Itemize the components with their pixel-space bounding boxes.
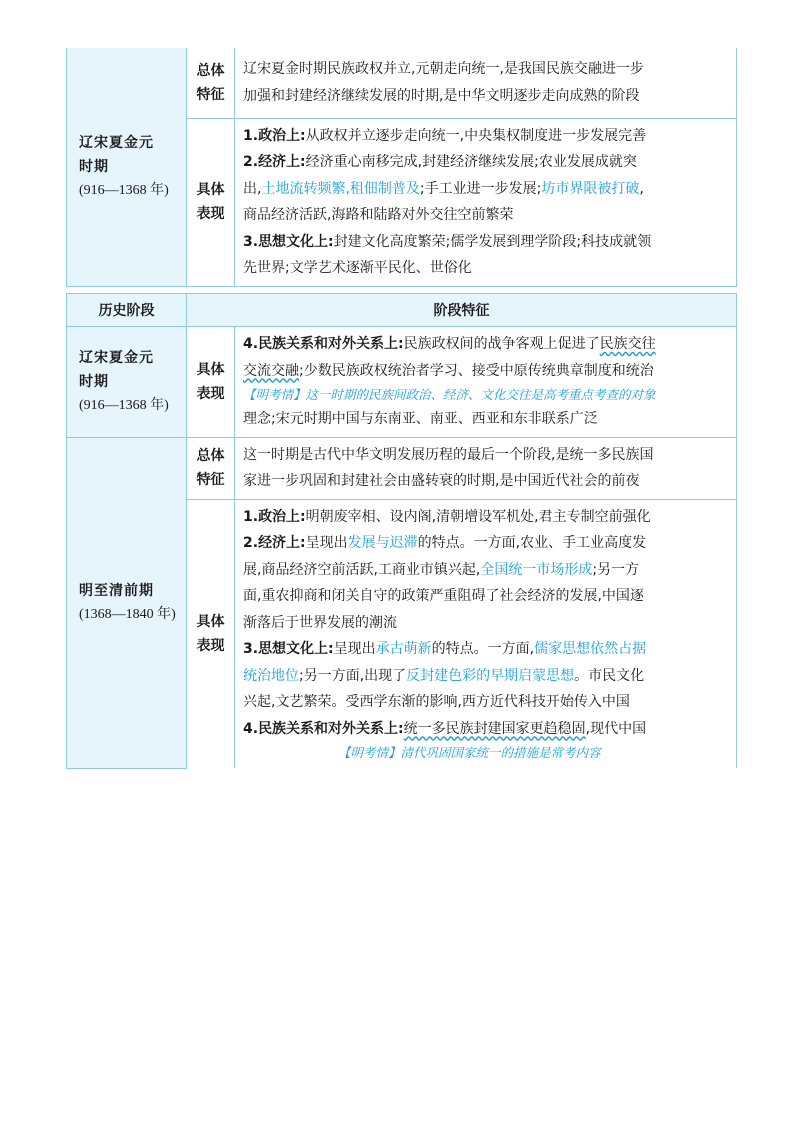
period-cell [67,48,187,286]
text-line: 商品经济活跃,海路和陆路对外交往空前繁荣 [243,207,514,223]
highlight-text: 统治地位 [243,667,299,684]
general-content [235,437,737,499]
table-header [67,294,737,327]
highlight-text: 全国统一市场形成 [480,561,593,578]
period-range: (916—1368 年) [79,397,169,413]
text-line: 面,重农抑商和闭关自守的政策严重阻碍了社会经济的发展,中国逐 [243,588,644,604]
exam-note: 【明考情】这一时期的民族间政治、经济、文化交往是高考重点考查的对象 [243,387,656,402]
text-line: 统治地位;另一方面,出现了反封建色彩的早期启蒙思想。市民文化 [243,667,645,684]
highlight-text: 土地流转频繁,租佃制普及 [261,180,420,197]
specific-label: 具体 表现 [187,327,235,438]
text-line: 这一时期是古代中华文明发展历程的最后一个阶段,是统一多民族国 [243,446,654,463]
exam-note: 【明考情】清代巩固国家统一的措施是常考内容 [338,745,601,760]
highlight-text: 儒家思想依然占据 [534,641,647,657]
table-liao-song-xia-jin-yuan [66,48,737,287]
underlined-text: 民族交往 [599,336,656,352]
text-line: 渐落后于世界发展的潮流 [243,614,397,631]
highlight-text: 承古萌新 [375,641,432,657]
specific-content [235,118,737,286]
text-line: 1.政治上:明朝废宰相、设内阁,清朝增设军机处,君主专制空前强化 [243,508,651,525]
text-line: 1.政治上:从政权并立逐步走向统一,中央集权制度进一步发展完善 [243,127,647,144]
general-content [235,48,737,118]
general-label: 总体 特征 [187,437,235,499]
period-cell [67,437,187,768]
text-line: 出,土地流转频繁,租佃制普及;手工业进一步发展;坊市界限被打破, [243,180,644,197]
text-line: 交流交融;少数民族政权统治者学习、接受中原传统典章制度和统治 [243,362,654,379]
text-line: 兴起,文艺繁荣。受西学东渐的影响,西方近代科技开始传入中国 [243,694,630,710]
period-range: (916—1368 年) [79,182,169,198]
period-name: 辽宋夏金元 时期 [79,349,154,390]
text-line: 展,商品经济空前活跃,工商业市镇兴起,全国统一市场形成;另一方 [243,561,640,578]
period-range: (1368—1840 年) [79,606,176,622]
underlined-text: 统一多民族封建国家更趋稳固 [403,720,586,737]
table-stages [66,293,737,769]
text-line: 2.经济上:呈现出发展与迟滞的特点。一方面,农业、手工业高度发 [243,535,647,551]
underlined-text: 交流交融 [243,362,299,379]
period-name: 明至清前期 [79,582,154,599]
text-line: 3.思想文化上:呈现出承古萌新的特点。一方面,儒家思想依然占据 [243,641,647,657]
text-line: 辽宋夏金时期民族政权并立,元朝走向统一,是我国民族交融进一步 [243,61,644,78]
text-line: 理念;宋元时期中国与东南亚、南亚、西亚和东非联系广泛 [243,411,598,427]
text-line: 先世界;文学艺术逐渐平民化、世俗化 [243,260,472,276]
text-line: 加强和封建经济继续发展的时期,是中华文明逐步走向成熟的阶段 [243,87,640,104]
general-label: 总体 特征 [187,48,235,118]
period-name: 辽宋夏金元 时期 [79,134,154,175]
header-features: 阶段特征 [187,294,737,327]
specific-label: 具体 表现 [187,499,235,768]
highlight-text: 发展与迟滞 [347,535,418,551]
specific-content [235,499,737,768]
text-line: 4.民族关系和对外关系上:统一多民族封建国家更趋稳固,现代中国 [243,720,647,737]
text-line: 家进一步巩固和封建社会由盛转衰的时期,是中国近代社会的前夜 [243,473,640,489]
highlight-text: 反封建色彩的早期启蒙思想 [406,667,575,684]
specific-content [235,327,737,438]
text-line: 2.经济上:经济重心南移完成,封建经济继续发展;农业发展成就突 [243,154,637,170]
highlight-text: 坊市界限被打破 [541,180,640,197]
text-line: 3.思想文化上:封建文化高度繁荣;儒学发展到理学阶段;科技成就领 [243,233,652,250]
text-line: 4.民族关系和对外关系上:民族政权间的战争客观上促进了民族交往 [243,336,656,352]
header-stage: 历史阶段 [67,294,187,327]
period-cell [67,327,187,438]
specific-label: 具体 表现 [187,118,235,286]
